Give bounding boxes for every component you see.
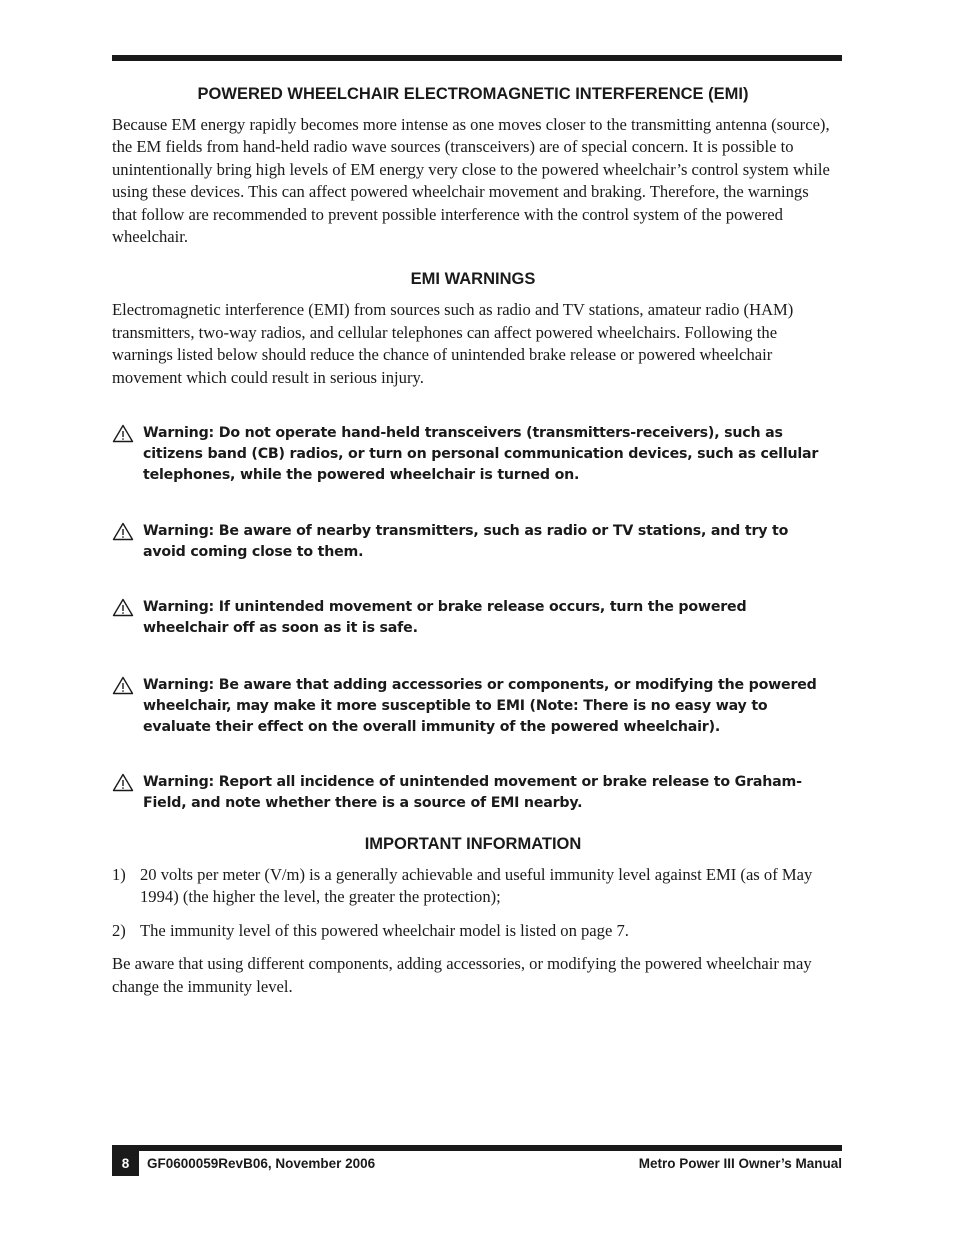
warning-triangle-icon xyxy=(112,598,134,617)
important-information-heading: IMPORTANT INFORMATION xyxy=(364,835,582,854)
warning-text: Warning: Do not operate hand-held transceivers (transmitters-receivers), such as citizens band (CB) radios, or turn on personal communication devices, such as cellular telephones, while the powered wheelchair is turned on. xyxy=(143,425,819,484)
warning-triangle-icon xyxy=(112,773,134,792)
list-number: 2) xyxy=(112,920,126,940)
list-item-2 xyxy=(112,920,834,942)
warning-text: Warning: Be aware of nearby transmitters, such as radio or TV stations, and try to avoid coming close to them. xyxy=(143,523,789,561)
top-rule xyxy=(112,55,842,61)
list-item-1 xyxy=(112,864,834,909)
page-number: 8 xyxy=(112,1151,139,1176)
footer-manual-title: Metro Power III Owner’s Manual xyxy=(638,1156,842,1171)
warning-text: Warning: Report all incidence of unintended movement or brake release to Graham-Field, and note whether there is a source of EMI nearby. xyxy=(143,774,802,812)
page-content xyxy=(112,85,834,998)
warning-text: Warning: Be aware that adding accessories or components, or modifying the powered wheelchair, may make it more susceptible to EMI (Note: There is no easy way to evaluate their effect on the overall immunity of the powered wheelchair). xyxy=(143,677,817,736)
warning-triangle-icon xyxy=(112,522,134,541)
closing-paragraph: Be aware that using different components, adding accessories, or modifying the powered wheelchair may change the immunity level. xyxy=(112,954,812,996)
warning-text: Warning: If unintended movement or brake release occurs, turn the powered wheelchair off as soon as it is safe. xyxy=(143,599,747,637)
emi-intro-paragraph: Because EM energy rapidly becomes more intense as one moves closer to the transmitting antenna (source), the EM fields from hand-held radio wave sources (transceivers) are of special concern. It is possible to unintentionally bring high levels of EM energy very close to the powered wheelchair’s control system while using these devices. This can affect powered wheelchair movement and braking. Therefore, the warnings that follow are recommended to prevent possible interference with the control system of the powered wheelchair. xyxy=(112,115,830,247)
emi-warnings-intro-paragraph: Electromagnetic interference (EMI) from sources such as radio and TV stations, amateur radio (HAM) transmitters, two-way radios, and cellular telephones can affect powered wheelchairs. Following the warnings listed below should reduce the chance of unintended brake release or powered wheelchair movement which could result in serious injury. xyxy=(112,300,794,387)
warning-triangle-icon xyxy=(112,424,134,443)
warning-item-5 xyxy=(112,772,834,814)
list-text: The immunity level of this powered wheelchair model is listed on page 7. xyxy=(140,920,629,940)
emi-heading: POWERED WHEELCHAIR ELECTROMAGNETIC INTERFERENCE (EMI) xyxy=(197,85,749,103)
list-number: 1) xyxy=(112,865,126,885)
warning-item-4 xyxy=(112,675,834,738)
warning-triangle-icon xyxy=(112,676,134,695)
emi-warnings-heading: EMI WARNINGS xyxy=(410,270,536,289)
list-text: 20 volts per meter (V/m) is a generally achievable and useful immunity level against EMI (as of May 1994) (the higher the level, the greater the protection); xyxy=(140,865,813,907)
warning-item-2 xyxy=(112,521,834,563)
warning-item-3 xyxy=(112,597,834,639)
warning-item-1 xyxy=(112,423,834,486)
footer-doc-id: GF0600059RevB06, November 2006 xyxy=(147,1156,376,1171)
